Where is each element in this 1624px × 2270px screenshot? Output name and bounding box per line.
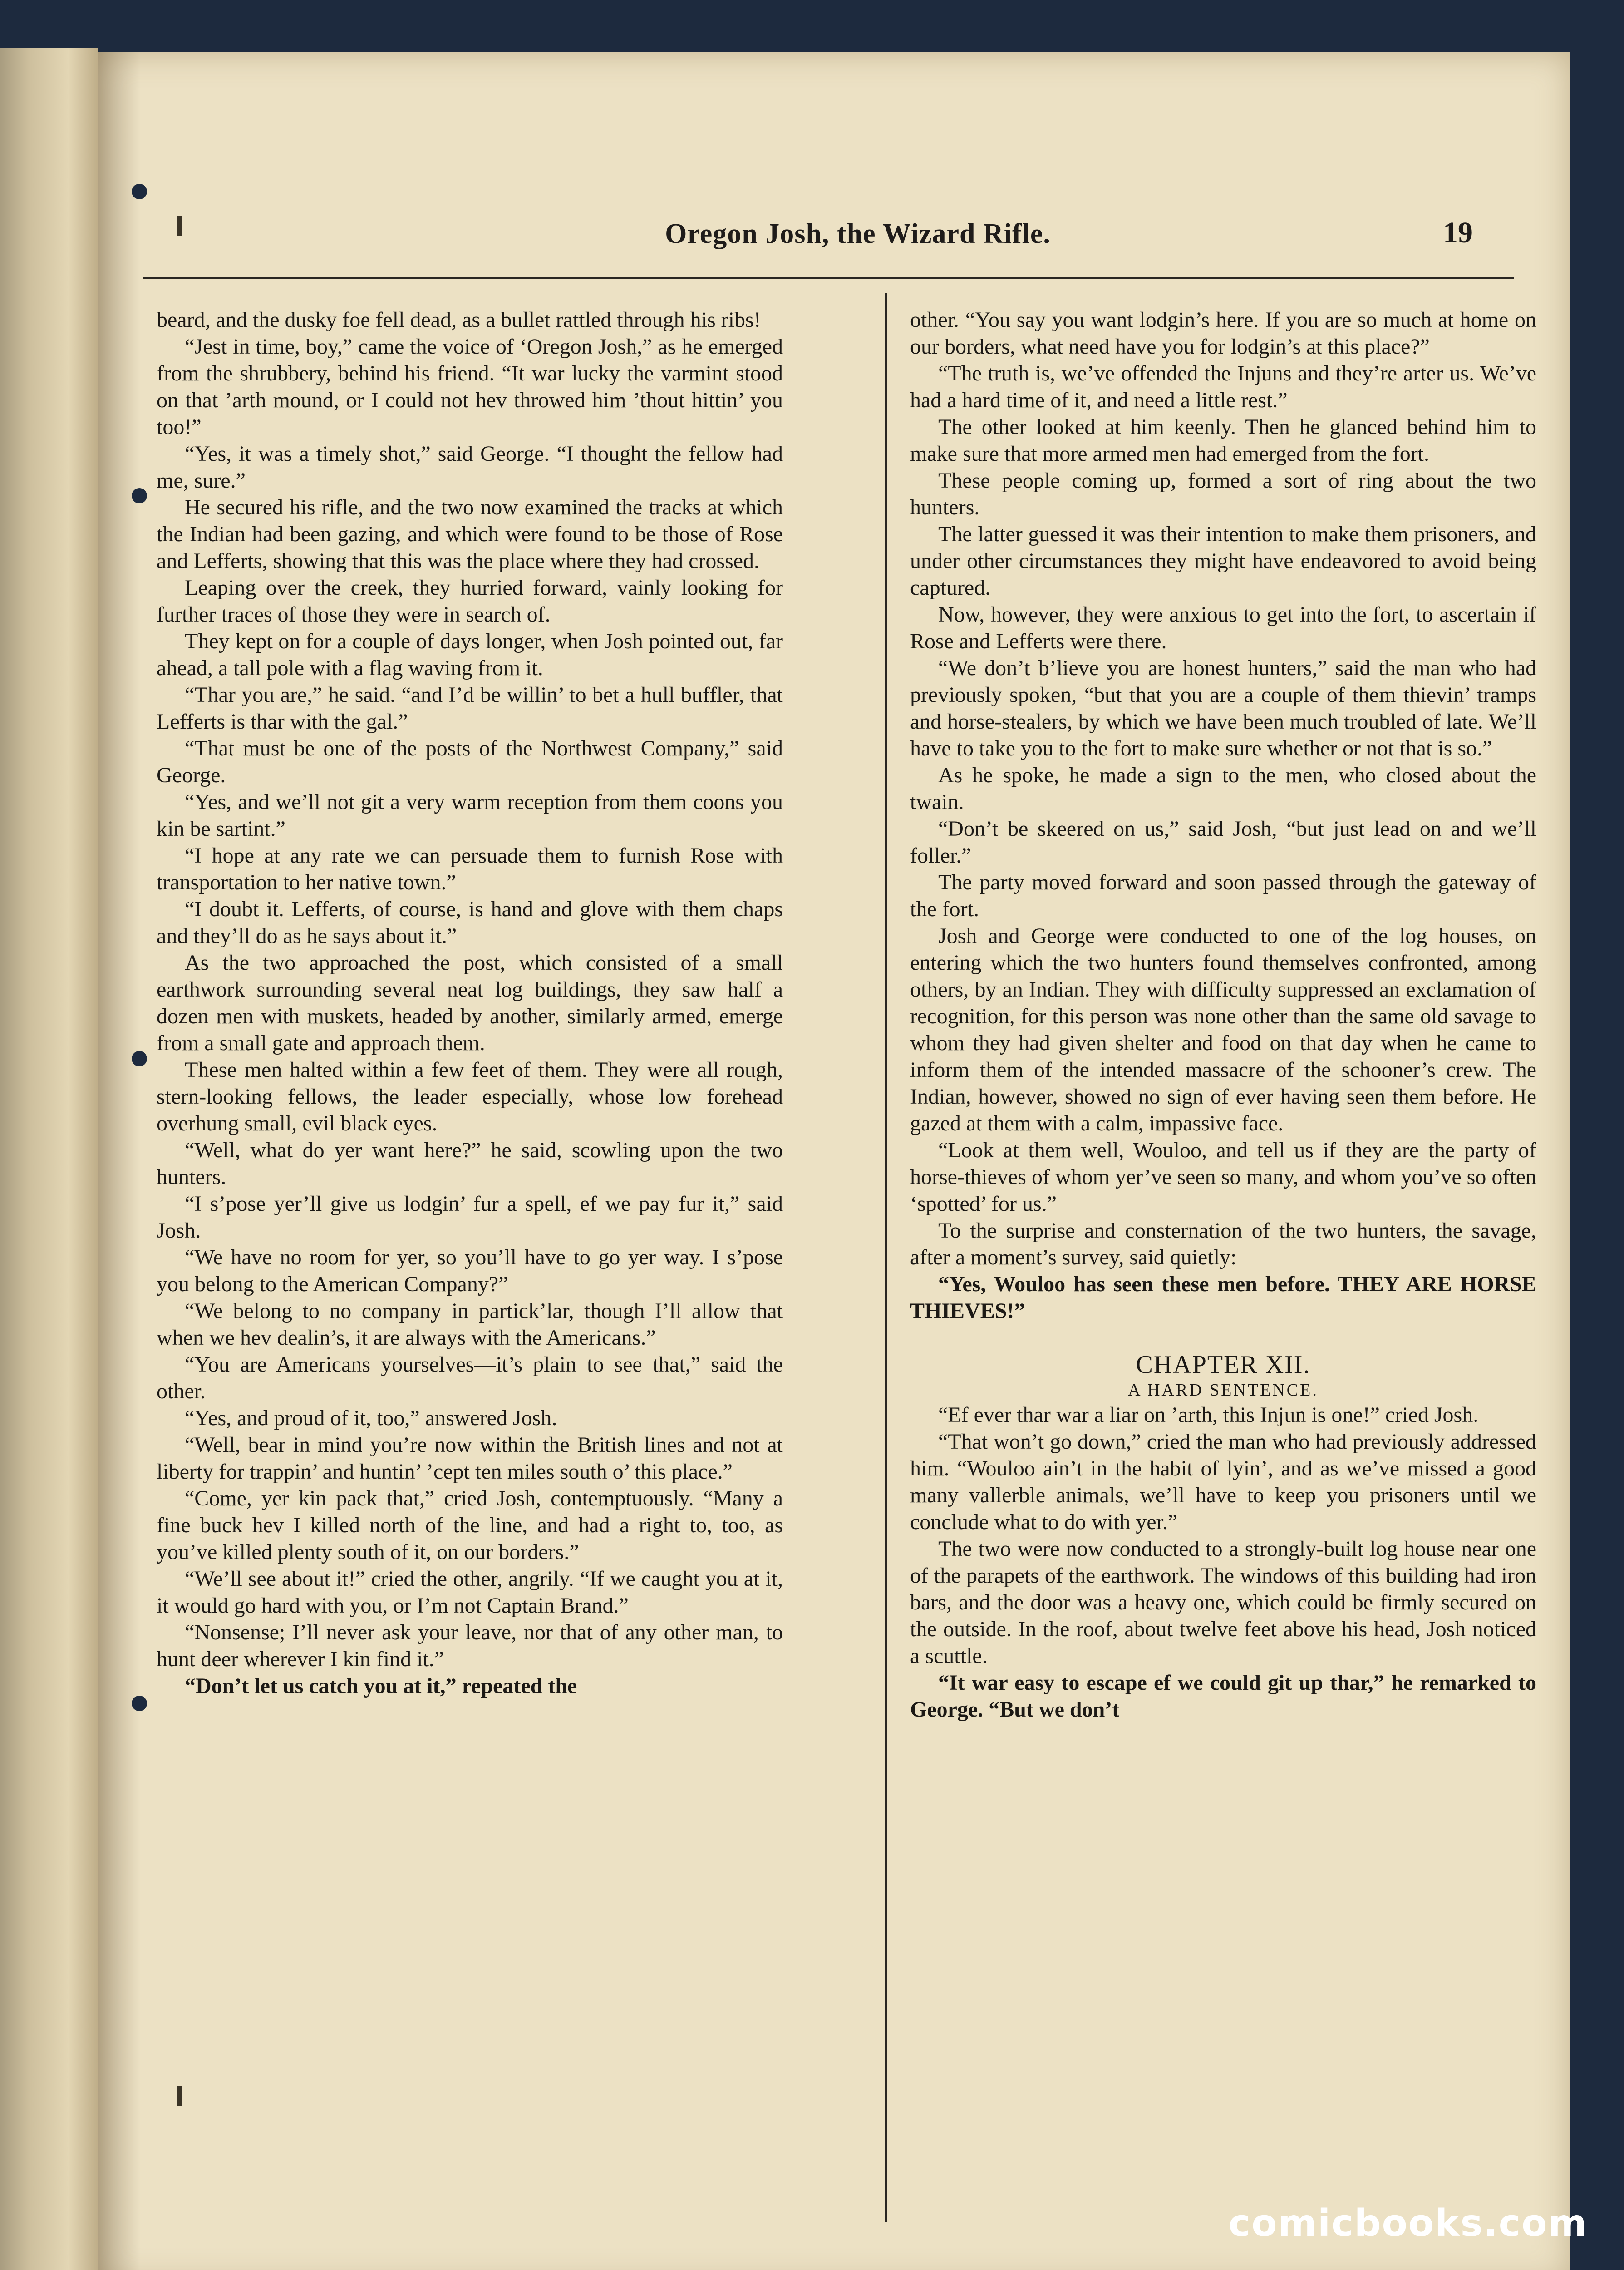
paragraph: Josh and George were conducted to one of the log houses, on entering which the two hunters found themselves confronted, among others, by an Indian. They with difficulty suppressed an exclamation of recognition, for this person was none other than the same old savage to whom they had given shelter and food on that day when he came to inform them of the intended massacre of the schooner’s crew. The Indian, however, showed no sign of ever having seen them before. He gazed at them with a calm, impassive face. [910, 924, 1536, 1135]
sewing-hole [132, 488, 147, 503]
staple [177, 216, 182, 236]
paragraph: other. “You say you want lodgin’s here. If you are so much at home on our borders, what need have you for lodgin’s at this place?” [910, 308, 1536, 359]
site-watermark: comicbooks.com [1228, 2202, 1588, 2245]
paragraph: “Yes, Wouloo has seen these men before. THEY ARE HORSE THIEVES!” [910, 1272, 1536, 1323]
paragraph: “Yes, it was a timely shot,” said George. “I thought the fellow had me, sure.” [157, 442, 783, 493]
paragraph: As he spoke, he made a sign to the men, who closed about the twain. [910, 763, 1536, 814]
left-column [157, 306, 783, 2204]
paragraph: beard, and the dusky foe fell dead, as a bullet rattled through his ribs! [157, 308, 761, 332]
sewing-hole [132, 1051, 147, 1066]
paragraph: Leaping over the creek, they hurried forward, vainly looking for further traces of those they were in search of. [157, 576, 783, 627]
paragraph: As the two approached the post, which consisted of a small earthwork surrounding several neat log buildings, they saw half a dozen men with muskets, headed by another, similarly armed, emerge from a small gate and approach them. [157, 951, 783, 1055]
paragraph: He secured his rifle, and the two now examined the tracks at which the Indian had been gazing, and which were found to be those of Rose and Lefferts, showing that this was the place where they had crossed. [157, 495, 783, 573]
paragraph: These people coming up, formed a sort of ring about the two hunters. [910, 469, 1536, 519]
paragraph: “Well, what do yer want here?” he said, scowling upon the two hunters. [157, 1138, 783, 1189]
paragraph: “You are Americans yourselves—it’s plain to see that,” said the other. [157, 1352, 783, 1403]
paragraph: “Don’t let us catch you at it,” repeated the [185, 1674, 577, 1698]
chapter-heading: CHAPTER XII. [1136, 1351, 1311, 1379]
paragraph: “That must be one of the posts of the Northwest Company,” said George. [157, 736, 783, 787]
chapter-subtitle: A HARD SENTENCE. [1128, 1381, 1319, 1400]
paragraph: “Yes, and proud of it, too,” answered Josh. [185, 1406, 557, 1430]
paragraph: “Nonsense; I’ll never ask your leave, nor that of any other man, to hunt deer wherever I kin find it.” [157, 1620, 783, 1671]
header-rule [143, 277, 1514, 279]
column-divider [885, 293, 887, 2222]
paragraph: “I doubt it. Lefferts, of course, is hand and glove with them chaps and they’ll do as he says about it.” [157, 897, 783, 948]
paragraph: The two were now conducted to a strongly-built log house near one of the parapets of the earthwork. The windows of this building had iron bars, and the door was a heavy one, which could be firmly secured on the outside. In the roof, about twelve feet above his head, Josh noticed a scuttle. [910, 1537, 1536, 1668]
paragraph: “Look at them well, Wouloo, and tell us if they are the party of horse-thieves of whom yer’ve seen so many, and whom you’ve so often ‘spotted’ for us.” [910, 1138, 1536, 1216]
paragraph: “We don’t b’lieve you are honest hunters,” said the man who had previously spoken, “but that you are a couple of them thievin’ tramps and horse-stealers, by which we have been much troubled of late. We’ll have to take you to the fort to make sure whether or not that is so.” [910, 656, 1536, 760]
sewing-holes [132, 52, 159, 2270]
sewing-hole [132, 184, 147, 199]
paragraph: “That won’t go down,” cried the man who had previously addressed him. “Wouloo ain’t in the habit of lyin’, and as we’ve missed a good many vallerble animals, we’ll have to keep you prisoners until we conclude what to do with yer.” [910, 1430, 1536, 1534]
paragraph: “We’ll see about it!” cried the other, angrily. “If we caught you at it, it would go hard with you, or I’m not Captain Brand.” [157, 1567, 783, 1618]
paragraph: These men halted within a few feet of them. They were all rough, stern-looking fellows, the leader especially, whose low forehead overhung small, evil black eyes. [157, 1058, 783, 1135]
paragraph: “Come, yer kin pack that,” cried Josh, contemptuously. “Many a fine buck hev I killed north of the line, and had a right to, too, as you’ve killed plenty south of it, on our borders.” [157, 1486, 783, 1564]
running-title: Oregon Josh, the Wizard Rifle. [665, 218, 1051, 249]
paragraph: The latter guessed it was their intention to make them prisoners, and under other circumstances they might have endeavored to avoid being captured. [910, 522, 1536, 600]
paragraph: They kept on for a couple of days longer, when Josh pointed out, far ahead, a tall pole with a flag waving from it. [157, 629, 783, 680]
paragraph: “Ef ever thar war a liar on ’arth, this Injun is one!” cried Josh. [938, 1403, 1479, 1427]
page-header [207, 166, 1509, 261]
paragraph: “It war easy to escape ef we could git up thar,” he remarked to George. “But we don’t [910, 1671, 1536, 1722]
right-column [910, 306, 1536, 2204]
paragraph: “We have no room for yer, so you’ll have to go yer way. I s’pose you belong to the American Company?” [157, 1245, 783, 1296]
paragraph: “I hope at any rate we can persuade them to furnish Rose with transportation to her native town.” [157, 844, 783, 894]
paragraph: To the surprise and consternation of the two hunters, the savage, after a moment’s survey, said quietly: [910, 1219, 1536, 1269]
paragraph: “Yes, and we’ll not git a very warm reception from them coons you kin be sartint.” [157, 790, 783, 841]
book-page [98, 52, 1570, 2270]
paragraph: “Jest in time, boy,” came the voice of ‘Oregon Josh,” as he emerged from the shrubbery, behind his friend. “It war lucky the varmint stood on that ’arth mound, or I could not hev throwed him ’thout hittin’ you too!” [157, 335, 783, 439]
paragraph: “Well, bear in mind you’re now within the British lines and not at liberty for trappin’ and huntin’ ’cept ten miles south o’ this place.” [157, 1433, 783, 1484]
page-number: 19 [1443, 216, 1473, 249]
paragraph: “We belong to no company in partick’lar, though I’ll allow that when we hev dealin’s, it are always with the Americans.” [157, 1299, 783, 1350]
paragraph: “The truth is, we’ve offended the Injuns and they’re arter us. We’ve had a hard time of it, and need a little rest.” [910, 361, 1536, 412]
paragraph: “Don’t be skeered on us,” said Josh, “but just lead on and we’ll foller.” [910, 817, 1536, 868]
paragraph: “Thar you are,” he said. “and I’d be willin’ to bet a hull buffler, that Lefferts is thar with the gal.” [157, 683, 783, 734]
paragraph: Now, however, they were anxious to get into the fort, to ascertain if Rose and Lefferts were there. [910, 602, 1536, 653]
paragraph: The other looked at him keenly. Then he glanced behind him to make sure that more armed men had emerged from the fort. [910, 415, 1536, 466]
facing-page-edge [0, 48, 98, 2270]
sewing-hole [132, 1696, 147, 1711]
paragraph: “I s’pose yer’ll give us lodgin’ fur a spell, ef we pay fur it,” said Josh. [157, 1192, 783, 1243]
paragraph: The party moved forward and soon passed through the gateway of the fort. [910, 870, 1536, 921]
